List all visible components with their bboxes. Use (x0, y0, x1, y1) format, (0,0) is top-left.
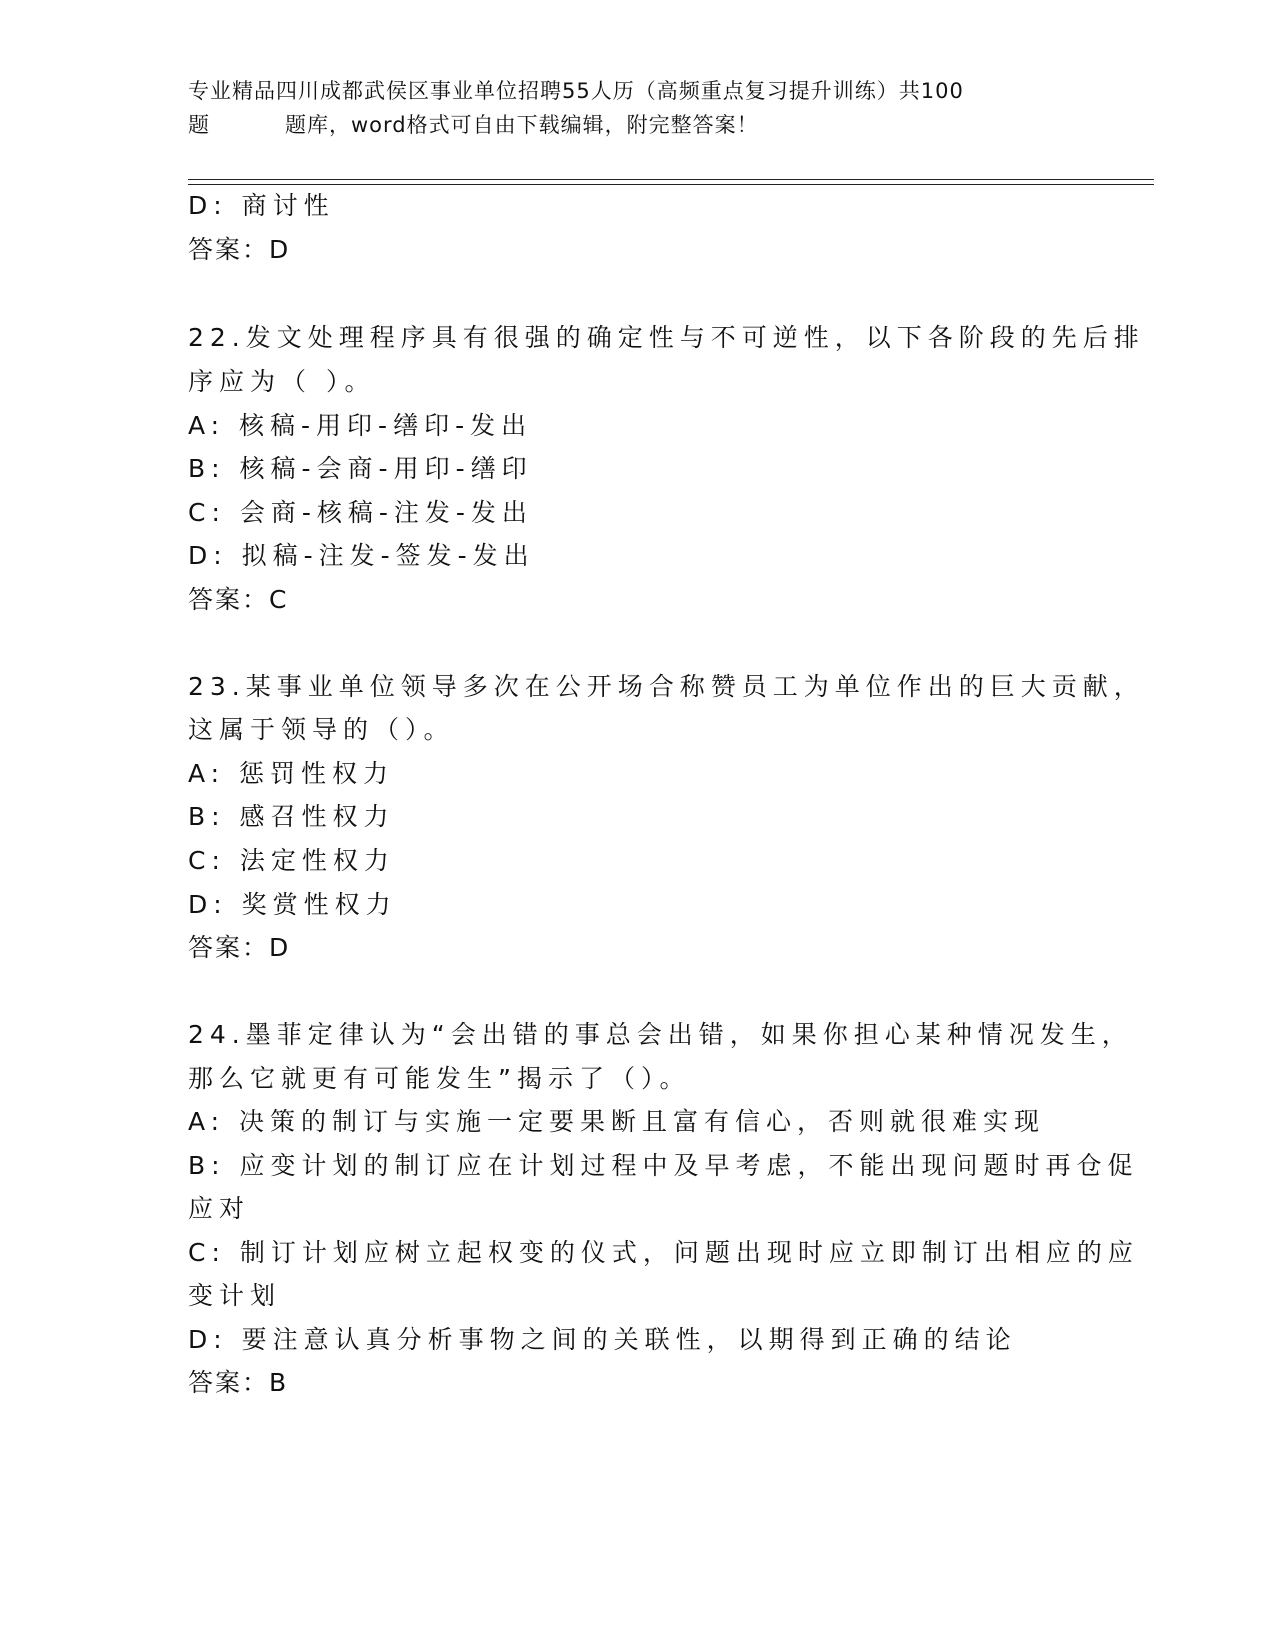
q23-option-b: B: 感召性权力 (188, 802, 395, 831)
q23-option-a: A: 惩罚性权力 (188, 759, 395, 788)
q23-option-d: D: 奖赏性权力 (188, 890, 397, 919)
header-title-line1: 专业精品四川成都武侯区事业单位招聘55人历（高频重点复习提升训练）共100 (188, 79, 964, 103)
header-divider-bottom (188, 184, 1154, 185)
q23-stem-line1: 23.某事业单位领导多次在公开场合称赞员工为单位作出的巨大贡献， (188, 672, 1145, 701)
q23-option-c: C: 法定性权力 (188, 846, 395, 875)
q22-stem-line1: 22.发文处理程序具有很强的确定性与不可逆性，以下各阶段的先后排 (188, 323, 1145, 352)
q23-answer: 答案：D (188, 933, 291, 962)
prev-answer: 答案：D (188, 235, 291, 264)
header-title-line2-left: 题 (188, 113, 210, 137)
q24-stem-line1: 24.墨菲定律认为“会出错的事总会出错，如果你担心某种情况发生， (188, 1020, 1133, 1049)
q24-option-c-line2: 变计划 (188, 1281, 282, 1310)
header-divider-top (188, 179, 1154, 180)
q22-option-a: A: 核稿-用印-缮印-发出 (188, 411, 533, 440)
q22-option-b: B: 核稿-会商-用印-缮印 (188, 454, 533, 483)
q24-stem-line2: 那么它就更有可能发生”揭示了（）。 (188, 1064, 691, 1093)
q23-stem-line2: 这属于领导的（）。 (188, 715, 455, 744)
header-title-line2 (188, 108, 1088, 142)
q22-stem-line2: 序应为（ ）。 (188, 367, 376, 396)
q22-answer: 答案：C (188, 585, 289, 614)
q24-option-b-line1: B: 应变计划的制订应在计划过程中及早考虑，不能出现问题时再仓促 (188, 1151, 1139, 1180)
prev-option-d: D: 商讨性 (188, 191, 335, 220)
q24-answer: 答案：B (188, 1368, 289, 1397)
q22-option-d: D: 拟稿-注发-签发-发出 (188, 541, 535, 570)
header-title-line2-right: 题库，word格式可自由下载编辑，附完整答案！ (285, 113, 759, 137)
q24-option-d: D: 要注意认真分析事物之间的关联性，以期得到正确的结论 (188, 1325, 1017, 1354)
q24-option-a: A: 决策的制订与实施一定要果断且富有信心，否则就很难实现 (188, 1107, 1046, 1136)
q22-option-c: C: 会商-核稿-注发-发出 (188, 498, 533, 527)
page-header (188, 74, 1088, 142)
q24-option-c-line1: C: 制订计划应树立起权变的仪式，问题出现时应立即制订出相应的应 (188, 1238, 1139, 1267)
q24-option-b-line2: 应对 (188, 1194, 251, 1223)
